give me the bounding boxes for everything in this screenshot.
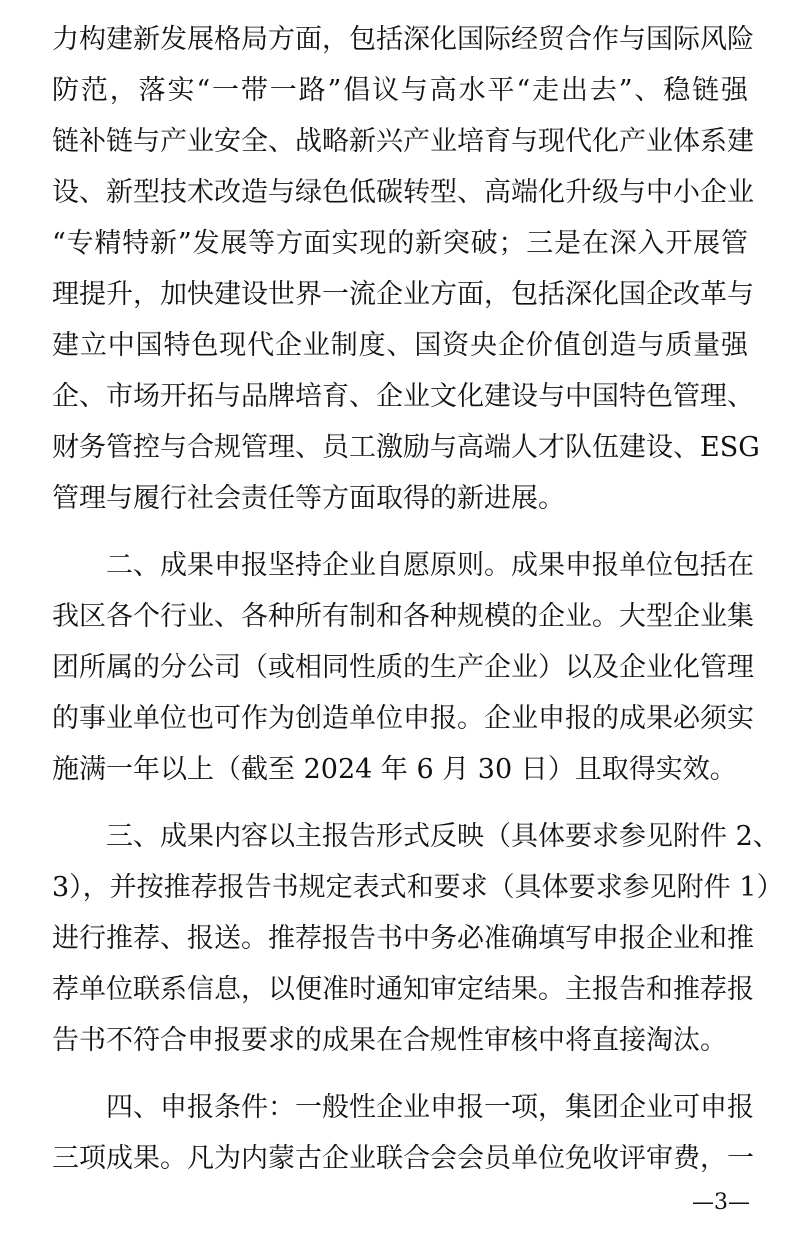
- page-number: —3—: [692, 1190, 750, 1215]
- text-line: 企、市场开拓与品牌培育、企业文化建设与中国特色管理、: [52, 381, 754, 412]
- text-line: 链补链与产业安全、战略新兴产业培育与现代化产业体系建: [52, 126, 754, 157]
- paragraph-three-start: 三、成果内容以主报告形式反映（具体要求参见附件 2、: [106, 821, 780, 852]
- paragraph-end-line: 管理与履行社会责任等方面取得的新进展。: [52, 483, 565, 514]
- paragraph-four-start: 四、申报条件：一般性企业申报一项，集团企业可申报: [106, 1092, 754, 1123]
- text-line: 团所属的分公司（或相同性质的生产企业）以及企业化管理: [52, 652, 754, 683]
- text-line: 我区各个行业、各种所有制和各种规模的企业。大型企业集: [52, 601, 754, 632]
- paragraph-end-line: 施满一年以上（截至 2024 年 6 月 30 日）且取得实效。: [52, 754, 737, 785]
- text-line: 防范，落实“一带一路”倡议与高水平“走出去”、稳链强: [52, 75, 748, 106]
- text-line: 进行推荐、报送。推荐报告书中务必准确填写申报企业和推: [52, 923, 754, 954]
- text-line: 建立中国特色现代企业制度、国资央企价值创造与质量强: [52, 330, 748, 361]
- text-line: 的事业单位也可作为创造单位申报。企业申报的成果必须实: [52, 703, 754, 734]
- text-line: 设、新型技术改造与绿色低碳转型、高端化升级与中小企业: [52, 177, 754, 208]
- paragraph-two-start: 二、成果申报坚持企业自愿原则。成果申报单位包括在: [106, 550, 754, 581]
- paragraph-end-line: 告书不符合申报要求的成果在合规性审核中将直接淘汰。: [52, 1025, 727, 1056]
- text-line: 理提升，加快建设世界一流企业方面，包括深化国企改革与: [52, 279, 754, 310]
- text-line: 财务管控与合规管理、员工激励与高端人才队伍建设、ESG: [52, 432, 760, 463]
- text-line: “专精特新”发展等方面实现的新突破；三是在深入开展管: [52, 228, 748, 259]
- text-line: 力构建新发展格局方面，包括深化国际经贸合作与国际风险: [52, 24, 754, 55]
- text-line: 3），并按推荐报告书规定表式和要求（具体要求参见附件 1）: [52, 872, 784, 903]
- text-line: 荐单位联系信息，以便准时通知审定结果。主报告和推荐报: [52, 974, 754, 1005]
- text-line: 三项成果。凡为内蒙古企业联合会会员单位免收评审费，一: [52, 1143, 754, 1174]
